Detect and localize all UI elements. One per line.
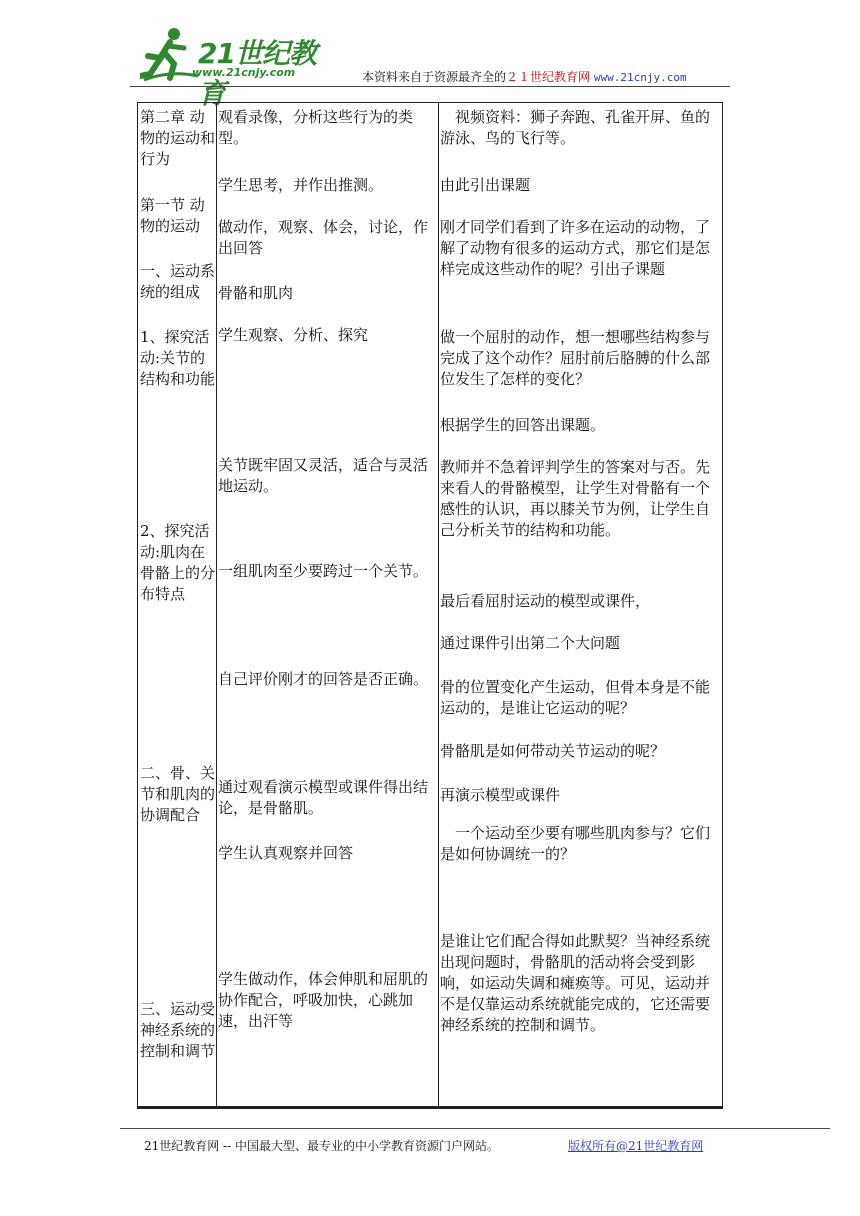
student-activity-cell: 观看录像，分析这些行为的类型。 [218,108,414,147]
copyright-link[interactable]: 版权所有@21世纪教育网 [568,1139,704,1153]
column-divider [216,103,217,1106]
lesson-table [137,102,723,1109]
teacher-activity-cell: 一个运动至少要有哪些肌肉参与？它们是如何协调统一的？ [440,824,711,863]
teacher-activity-cell: 做一个屈肘的动作，想一想哪些结构参与完成了这个动作？屈肘前后胳膊的什么部位发生了怎样的变化？ [440,328,711,388]
teacher-activity-cell: 刚才同学们看到了许多在运动的动物，了解了动物有很多的运动方式，那它们是怎样完成这些动作的呢？引出子课题 [440,218,711,278]
student-activity-cell: 自己评价刚才的回答是否正确。 [218,670,429,688]
logo-url: www.21cnjy.com [192,66,296,79]
site-logo [140,26,340,110]
student-activity-cell: 一组肌肉至少要跨过一个关节。 [218,562,429,580]
teacher-activity-cell: 骨骼肌是如何带动关节运动的呢？ [440,742,666,760]
student-activity-cell: 学生思考，并作出推测。 [218,176,384,194]
topic-cell: 第二章 动物的运动和行为 [140,108,216,168]
teacher-activity-cell: 教师并不急着评判学生的答案对与否。先来看人的骨骼模型，让学生对骨骼有一个感性的认识，再以膝关节为例，让学生自己分析关节的结构和功能。 [440,458,711,539]
student-activity-cell: 通过观看演示模型或课件得出结论，是骨骼肌。 [218,778,429,817]
teacher-activity-cell: 是谁让它们配合得如此默契？当神经系统出现问题时，骨骼肌的活动将会受到影响，如运动失调和瘫痪等。可见，运动并不是仅靠运动系统就能完成的，它还需要神经系统的控制和调节。 [440,932,711,1034]
student-activity-cell: 学生认真观察并回答 [218,844,354,862]
topic-cell: 2、探究活动:肌肉在骨骼上的分布特点 [140,522,216,603]
topic-cell: 一、运动系统的组成 [140,262,216,301]
topic-cell: 1、探究活动:关节的结构和功能 [140,328,216,388]
student-activity-cell: 学生观察、分析、探究 [218,326,369,344]
logo-title: 21世纪教育 [198,37,316,110]
header-note-prefix: 本资料来自于资源最齐全的 [362,70,507,84]
teacher-activity-cell: 再演示模型或课件 [440,786,561,804]
teacher-activity-cell: 视频资料：狮子奔跑、孔雀开屏、鱼的游泳、鸟的飞行等。 [440,108,711,147]
footer-divider [120,1128,830,1129]
footer-text: 21世纪教育网 -- 中国最大型、最专业的中小学教育资源门户网站。 [144,1139,500,1153]
header-divider [130,86,730,87]
running-figure-icon [140,26,200,84]
student-activity-cell: 学生做动作，体会伸肌和屈肌的协作配合，呼吸加快，心跳加速，出汗等 [218,970,429,1030]
student-activity-cell: 关节既牢固又灵活，适合与灵活地运动。 [218,456,429,495]
header-note-url[interactable]: www.21cnjy.com [593,71,687,84]
topic-cell: 三、运动受神经系统的控制和调节 [140,1000,216,1060]
topic-cell: 第一节 动物的运动 [140,196,205,235]
topic-cell: 二、骨、关节和肌肉的协调配合 [140,764,216,824]
teacher-activity-cell: 由此引出课题 [440,176,531,194]
teacher-activity-cell: 根据学生的回答出课题。 [440,416,606,434]
teacher-activity-cell: 通过课件引出第二个大问题 [440,634,621,652]
teacher-activity-cell: 骨的位置变化产生运动，但骨本身是不能运动的，是谁让它运动的呢？ [440,678,711,717]
student-activity-cell: 骨骼和肌肉 [218,284,294,302]
teacher-activity-cell: 最后看屈肘运动的模型或课件， [440,592,651,610]
header-note-site: ２１世纪教育网 [506,70,591,84]
header-note [362,68,687,85]
student-activity-cell: 做动作，观察、体会，讨论，作出回答 [218,218,429,257]
